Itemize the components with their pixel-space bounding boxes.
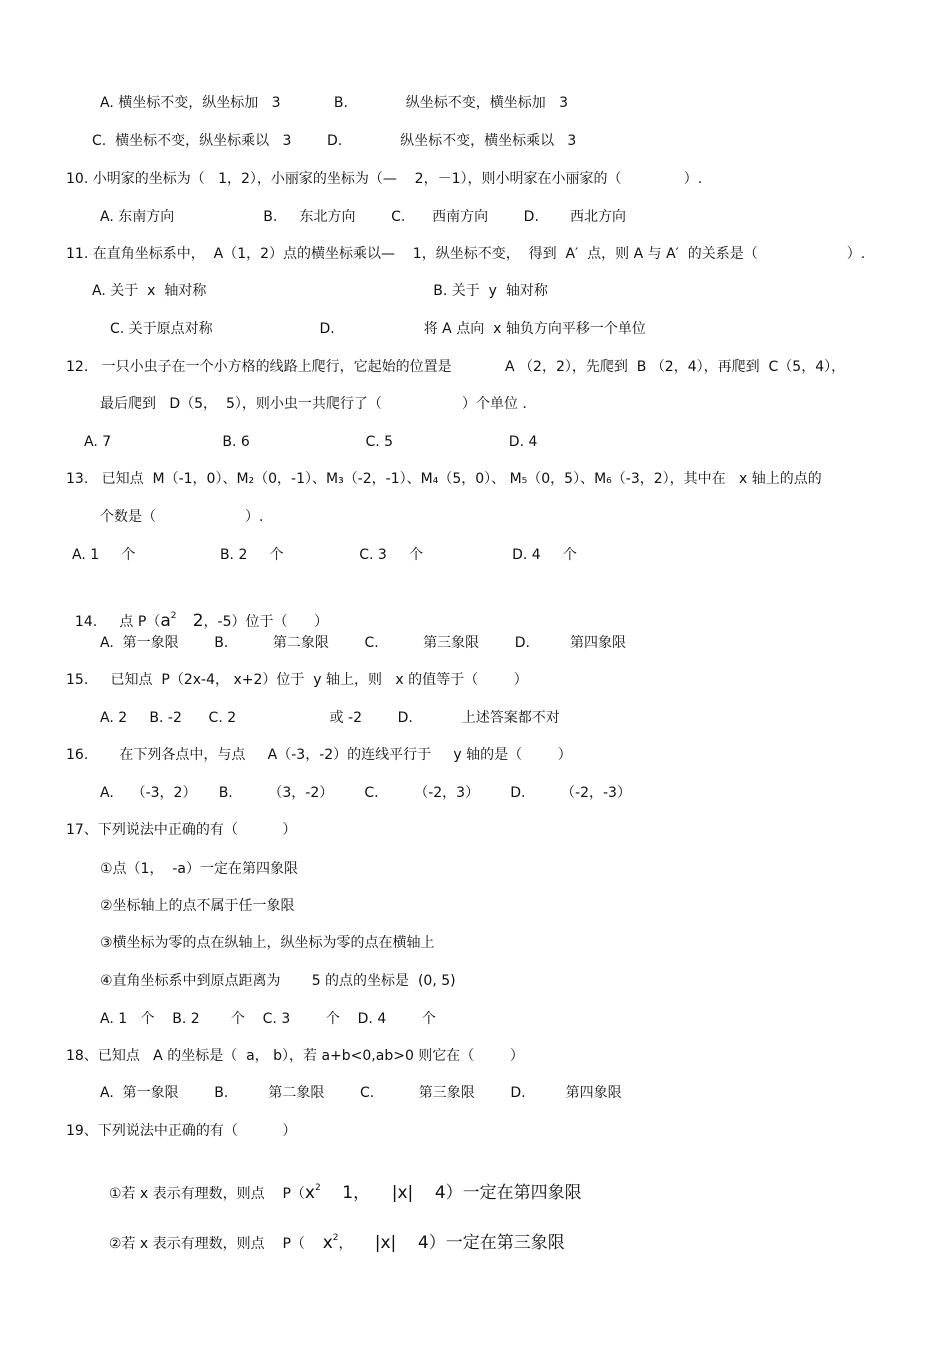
s1-exp: 2	[314, 1183, 321, 1193]
s1-absx: |x|	[391, 1183, 414, 1203]
option-line: A. 第一象限 B. 第二象限 C. 第三象限 D. 第四象限	[100, 635, 627, 651]
s2-x: x	[322, 1233, 333, 1253]
question-12-cont: 最后爬到 D（5， 5），则小虫一共爬行了（ ）个单位 .	[100, 396, 527, 412]
s1-prefix: ①若 x 表示有理数，则点 P（	[108, 1186, 305, 1202]
option-line: A. 1 个 B. 2 个 C. 3 个 D. 4 个	[72, 547, 577, 563]
s2-exp: 2	[332, 1233, 339, 1243]
question-14	[66, 594, 328, 633]
option-line: C. 关于原点对称 D. 将 A 点向 x 轴负方向平移一个单位	[110, 321, 646, 337]
statement	[100, 1216, 565, 1255]
statement: ①点（1， -a）一定在第四象限	[100, 861, 298, 877]
question-13-cont: 个数是（ ）.	[100, 509, 264, 525]
q14-two: 2	[176, 611, 204, 631]
statement: ③横坐标为零的点在纵轴上，纵坐标为零的点在横轴上	[100, 935, 435, 951]
option-line: A. （-3，2） B. （3，-2） C. （-2，3） D. （-2，-3）	[100, 785, 631, 801]
s1-one: 1，	[320, 1183, 392, 1203]
option-line: A. 东南方向 B. 东北方向 C. 西南方向 D. 西北方向	[100, 209, 627, 225]
option-line: A. 1 个 B. 2 个 C. 3 个 D. 4 个	[100, 1011, 436, 1027]
option-line: A. 2 B. -2 C. 2 或 -2 D. 上述答案都不对	[100, 710, 560, 726]
option-line: A. 7 B. 6 C. 5 D. 4	[84, 434, 538, 450]
question-11: 11. 在直角坐标系中， A（1，2）点的横坐标乘以— 1，纵坐标不变， 得到 A′ 点，则 A 与 A′ 的关系是（ ）.	[66, 246, 866, 262]
q14-suffix: ，-5）位于（ ）	[203, 614, 329, 630]
question-17: 17、下列说法中正确的有（ ）	[66, 822, 297, 838]
question-19: 19、下列说法中正确的有（ ）	[66, 1123, 297, 1139]
option-line: A. 第一象限 B. 第二象限 C. 第三象限 D. 第四象限	[100, 1085, 622, 1101]
statement	[100, 1166, 582, 1205]
s2-comma: ，	[338, 1236, 375, 1252]
question-12: 12. 一只小虫子在一个小方格的线路上爬行，它起始的位置是 A （2，2），先爬到 B （2，4），再爬到 C（5，4），	[66, 359, 846, 375]
option-line: C. 横坐标不变，纵坐标乘以 3 D. 纵坐标不变，横坐标乘以 3	[92, 133, 577, 149]
s1-suffix: 4）一定在第四象限	[413, 1183, 582, 1203]
question-16: 16. 在下列各点中，与点 A（-3，-2）的连线平行于 y 轴的是（ ）	[66, 747, 572, 763]
s2-suffix: 4）一定在第三象限	[396, 1233, 565, 1253]
statement: ④直角坐标系中到原点距离为 5 的点的坐标是 (0, 5)	[100, 973, 456, 989]
question-18: 18、已知点 A 的坐标是（ a， b），若 a+b<0,ab>0 则它在（ ）	[66, 1048, 524, 1064]
q14-prefix: 14. 点 P（	[74, 614, 161, 630]
option-line: A. 横坐标不变，纵坐标加 3 B. 纵坐标不变，横坐标加 3	[100, 95, 569, 111]
s2-prefix: ②若 x 表示有理数，则点 P（	[108, 1236, 323, 1252]
s2-absx: |x|	[374, 1233, 397, 1253]
q14-a: a	[160, 611, 171, 631]
s1-x: x	[304, 1183, 315, 1203]
option-line: A. 关于 x 轴对称 B. 关于 y 轴对称	[92, 283, 548, 299]
q14-exp: 2	[170, 611, 177, 621]
question-13: 13. 已知点 M（-1，0）、M₂（0，-1）、M₃（-2，-1）、M₄（5，0）、 M₅（0，5）、M₆（-3，2），其中在 x 轴上的点的	[66, 471, 822, 487]
statement: ②坐标轴上的点不属于任一象限	[100, 898, 295, 914]
question-10: 10. 小明家的坐标为（ 1，2），小丽家的坐标为（— 2，－1），则小明家在小丽家的（ ）.	[66, 171, 703, 187]
question-15: 15. 已知点 P（2x-4， x+2）位于 y 轴上，则 x 的值等于（ ）	[66, 672, 528, 688]
